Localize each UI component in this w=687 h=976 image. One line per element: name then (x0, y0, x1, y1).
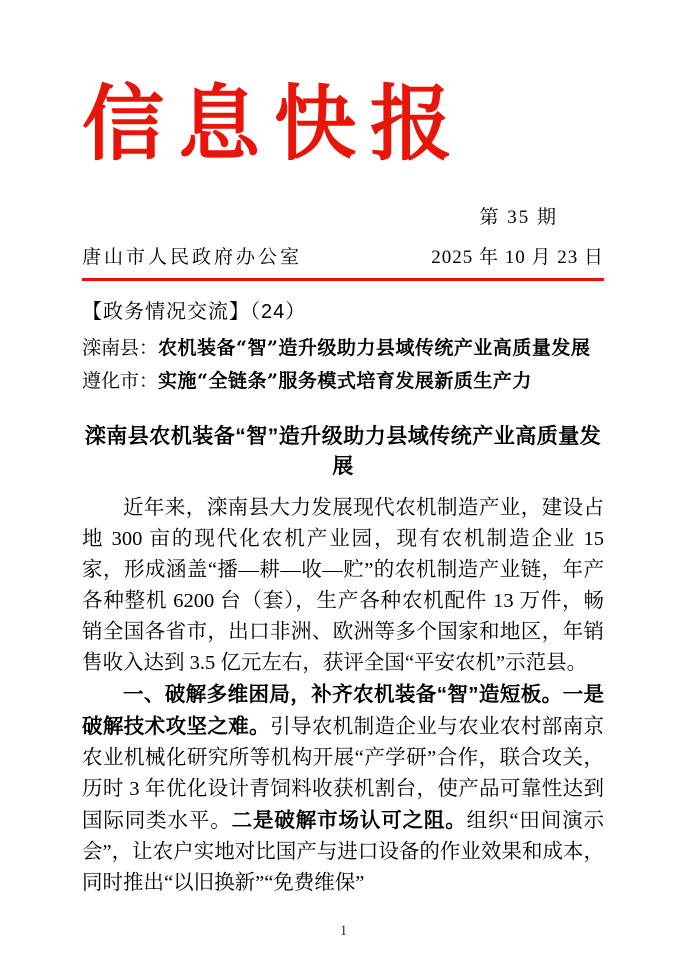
contents-item-title: 农机装备“智”造升级助力县域传统产业高质量发展 (158, 337, 591, 359)
contents-list (82, 332, 604, 398)
issue-date: 2025 年 10 月 23 日 (431, 247, 604, 268)
section-header: 【政务情况交流】（24） (82, 301, 307, 323)
issuing-office: 唐山市人民政府办公室 (82, 247, 303, 268)
article-title: 滦南县农机装备“智”造升级助力县域传统产业高质量发展 (84, 425, 602, 478)
paragraph-segment: 组织“田间演示会”，让农户实地对比国产与进口设备的作业效果和成本，同时推出“以旧换新”“免费维保” (82, 810, 604, 894)
issue-label: 第 35 期 (479, 207, 558, 228)
header-row (82, 242, 604, 281)
paragraph (82, 493, 604, 679)
masthead-title: 信息快报 (82, 76, 467, 172)
paragraph-segment: 一是破解技术攻坚之难。 (82, 682, 605, 738)
paragraph-segment: 近年来，滦南县大力发展现代农机制造产业，建设占地 300 亩的现代化农机产业园，现有农机制造企业 15 家，形成涵盖“播—耕—收—贮”的农机制造产业链，年产各种整机 6200 台（套），生产各种农机配件 13 万件，畅销全国各省市，出口非洲、欧洲等多个国家和地区，年销售收入达到 3.5 亿元左右，获评全国“平安农机”示范县。 (82, 497, 604, 674)
article-body (82, 493, 604, 899)
contents-item (82, 332, 604, 365)
contents-item-prefix: 滦南县： (82, 338, 159, 359)
contents-item (82, 365, 604, 398)
contents-item-title: 实施“全链条”服务模式培育发展新质生产力 (158, 370, 532, 392)
page-number: 1 (339, 923, 348, 939)
paragraph-segment: 二是破解市场认可之阻。 (231, 808, 467, 832)
paragraph-segment: 引导农机制造企业与农业农村部南京农业机械化研究所等机构开展“产学研”合作，联合攻关，历时 3 年优化设计青饲料收获机割台，使产品可靠性达到国际同类水平。 (82, 716, 604, 832)
paragraph (82, 679, 604, 899)
bulletin-page (0, 76, 687, 976)
contents-item-prefix: 遵化市： (82, 371, 159, 392)
paragraph-segment: 一、破解多维困局，补齐农机装备“智”造短板。 (123, 683, 563, 706)
